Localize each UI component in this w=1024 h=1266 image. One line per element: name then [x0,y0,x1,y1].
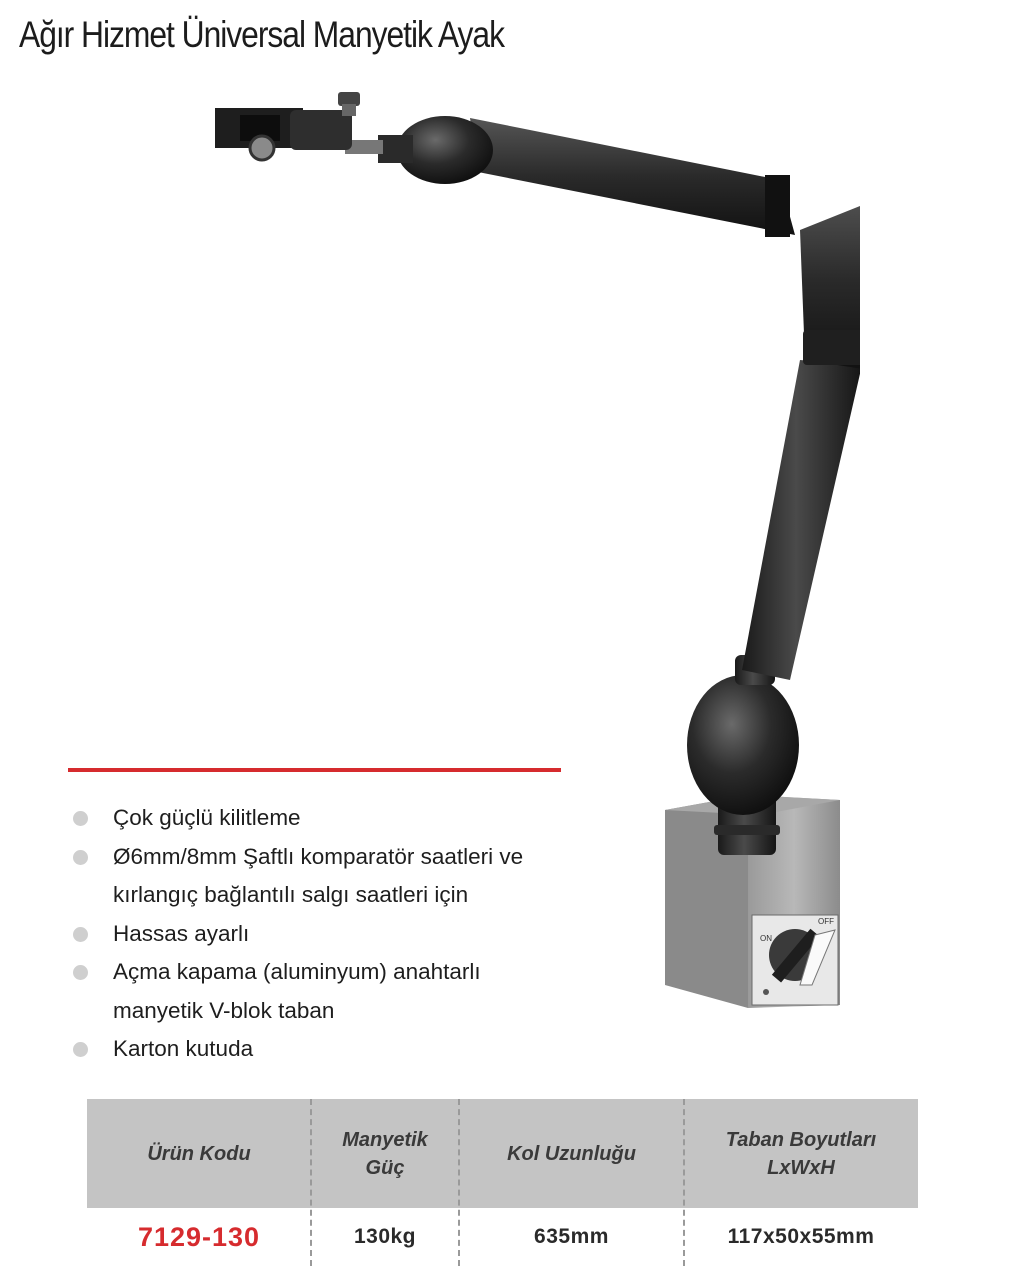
column-header-arm-length: Kol Uzunluğu [507,1142,636,1165]
feature-text: Çok güçlü kilitleme [113,805,301,830]
bullet-icon [73,850,88,865]
list-item [72,915,523,954]
feature-text: manyetik V-blok taban [113,997,335,1023]
base-dimensions-cell: 117x50x55mm [727,1225,875,1248]
feature-list [72,799,523,1069]
feature-text: Hassas ayarlı [113,920,250,946]
column-header-base-dimensions: Taban Boyutları LxWxH [725,1128,877,1179]
section-divider [68,768,561,772]
feature-text: Ø6mm/8mm Şaftlı komparatör saatleri ve [113,843,524,869]
feature-text: kırlangıç bağlantılı salgı saatleri için [113,882,469,907]
list-item [72,838,523,915]
switch-on-label: ON [760,934,772,943]
list-item [72,953,523,1030]
switch-off-label: OFF [818,917,834,926]
bullet-icon [73,1042,88,1057]
feature-text: Karton kutuda [113,1036,254,1061]
column-divider [310,1099,312,1266]
arm-length-cell: 635mm [534,1225,609,1248]
column-divider [458,1099,460,1266]
bullet-icon [73,965,88,980]
list-item [72,1030,523,1069]
bullet-icon [73,811,88,826]
magnetic-force-cell: 130kg [353,1225,417,1248]
bullet-icon [73,927,88,942]
page-title: Ağır Hizmet Üniversal Manyetik Ayak [19,14,504,55]
feature-text: Açma kapama (aluminyum) anahtarlı [113,959,481,984]
column-header-magnetic-force: Manyetik Güç [342,1128,428,1179]
column-divider [683,1099,685,1266]
product-code-cell: 7129-130 [137,1221,261,1252]
list-item [72,799,523,838]
column-header-product-code: Ürün Kodu [147,1142,251,1165]
spec-table [87,1099,918,1266]
